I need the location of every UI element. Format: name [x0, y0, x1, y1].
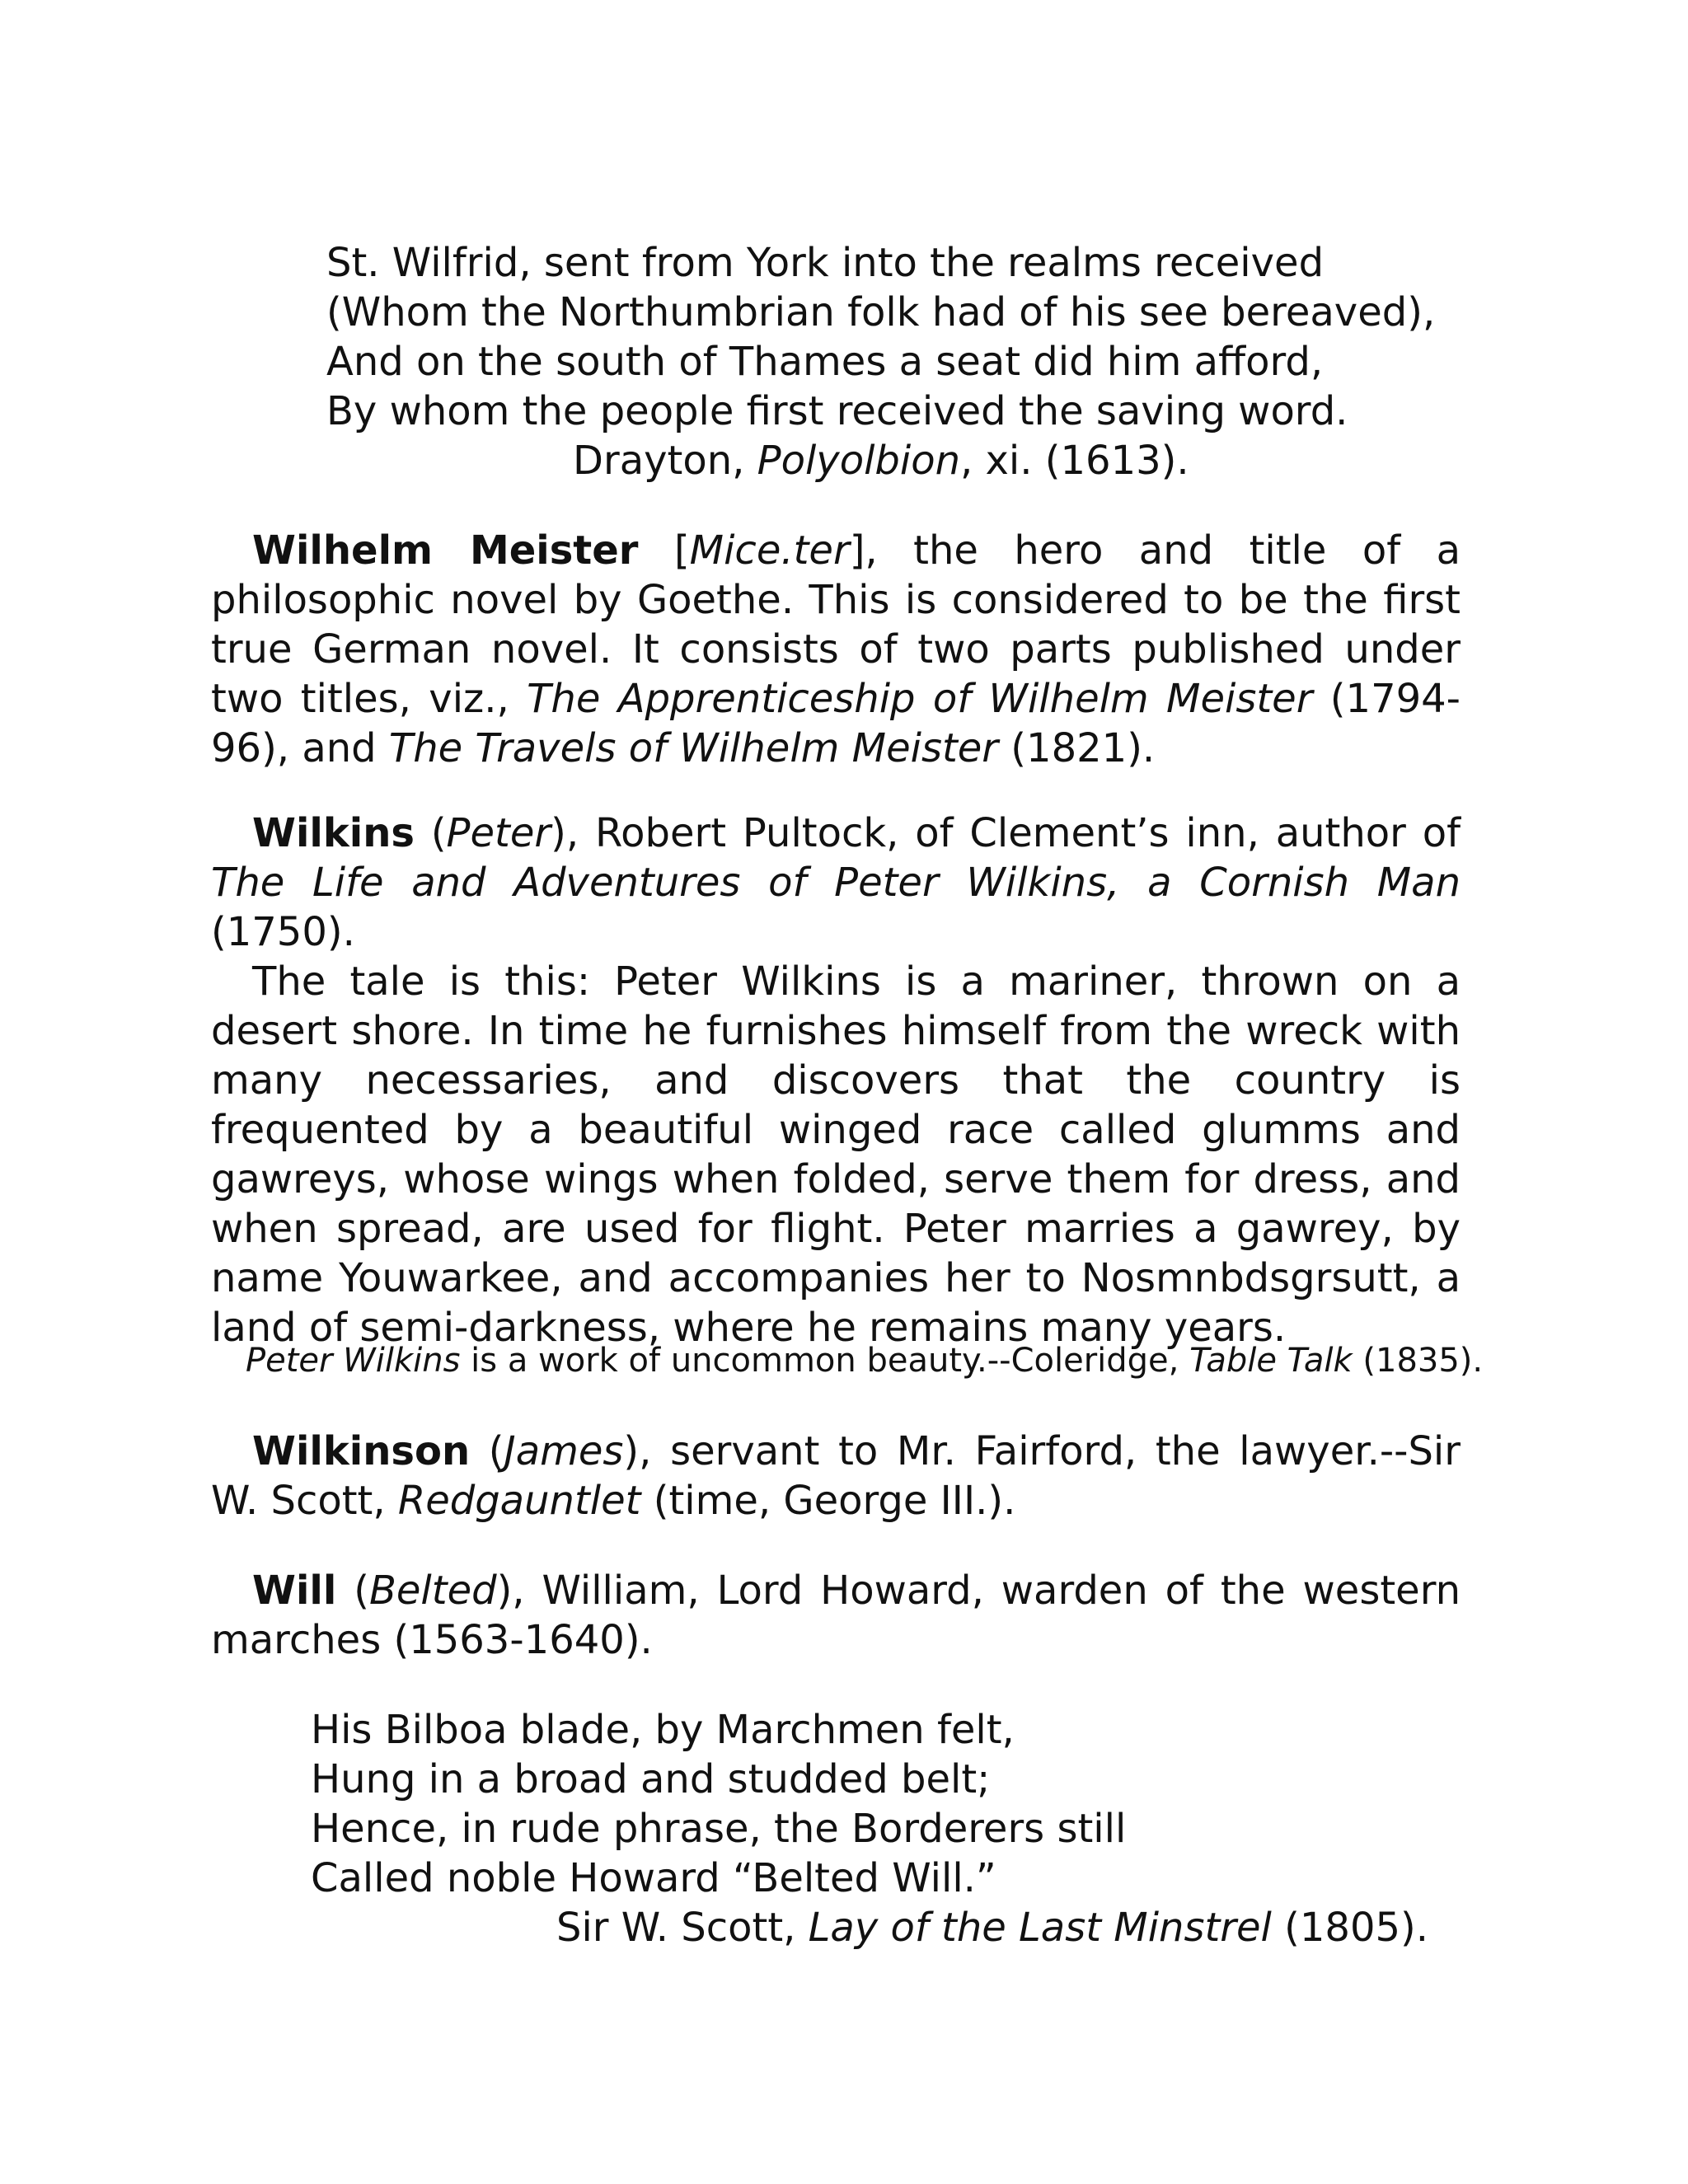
- verse-line: Called noble Howard “Belted Will.”: [311, 1855, 996, 1901]
- entry-wilkins: [211, 808, 1461, 1352]
- entry-text: (: [470, 1428, 504, 1474]
- quote-text: is a work of uncommon beauty.--Coleridge,: [460, 1342, 1190, 1380]
- verse-wilfrid: [326, 238, 1435, 436]
- work-title: The Apprenticeship of Wilhelm Meister: [527, 676, 1313, 722]
- entry-text: (1794-96), and: [211, 676, 1461, 771]
- entry-will: [211, 1566, 1461, 1665]
- work-title: The Life and Adventures of Peter Wilkins, a Cornish Man: [211, 860, 1461, 906]
- entry-text: ), servant to Mr. Fairford, the lawyer.--Sir W. Scott,: [211, 1428, 1461, 1524]
- entry-name: James: [504, 1428, 624, 1474]
- entry-text: (: [336, 1568, 369, 1614]
- entry-text: (time, George III.).: [640, 1478, 1016, 1524]
- pronunciation: Mice.ter: [689, 527, 850, 574]
- verse-belted-will: [311, 1705, 1126, 1903]
- attribution-author: Drayton,: [573, 438, 757, 484]
- verse-line: By whom the people first received the saving word.: [326, 388, 1348, 434]
- quote-year: (1835).: [1352, 1342, 1484, 1380]
- work-title: The Travels of Wilhelm Meister: [388, 725, 999, 771]
- verse-line: Hung in a broad and studded belt;: [311, 1756, 991, 1802]
- verse-line: And on the south of Thames a seat did him afford,: [326, 339, 1324, 385]
- entry-wilhelm-meister: [211, 526, 1461, 773]
- entry-tale: The tale is this: Peter Wilkins is a mariner, thrown on a desert shore. In time he furnishes himself from the wreck with many necessaries, and discovers that the country is frequented by a beautiful winged race called glumms and gawreys, whose wings when folded, serve them for dress, and when spread, are used for flight. Peter marries a gawrey, by name Youwarkee, and accompanies her to Nosmnbdsgrsutt, a land of semi-darkness, where he remains many years.: [211, 958, 1461, 1351]
- work-title: Table Talk: [1189, 1342, 1353, 1380]
- entry-headword: Will: [252, 1568, 337, 1614]
- entry-text: ), William, Lord Howard, warden of the western marches (1563-1640).: [211, 1568, 1461, 1663]
- quote-subject: Peter Wilkins: [246, 1342, 461, 1380]
- entry-text: ], the hero and title of a philosophic novel by Goethe. This is considered to be the first true German novel. It consists of two parts published under two titles, viz.,: [211, 527, 1461, 722]
- verse-line: St. Wilfrid, sent from York into the realms received: [326, 240, 1325, 286]
- entry-text: (1750).: [211, 909, 355, 955]
- verse-attribution: [573, 436, 1189, 485]
- entry-text: (1821).: [998, 725, 1156, 771]
- entry-headword: Wilhelm Meister: [252, 527, 639, 574]
- verse-attribution: [556, 1903, 1428, 1952]
- verse-line: Hence, in rude phrase, the Borderers still: [311, 1806, 1127, 1852]
- attribution-work: Lay of the Last Minstrel: [808, 1905, 1272, 1951]
- attribution-rest: (1805).: [1271, 1905, 1428, 1951]
- entry-name: Peter: [446, 810, 551, 856]
- work-title: Redgauntlet: [397, 1478, 641, 1524]
- verse-line: (Whom the Northumbrian folk had of his see bereaved),: [326, 289, 1436, 335]
- attribution-rest: , xi. (1613).: [960, 438, 1189, 484]
- entry-text: (: [414, 810, 447, 856]
- entry-text: [: [638, 527, 690, 574]
- entry-headword: Wilkinson: [252, 1428, 471, 1474]
- entry-wilkinson: [211, 1427, 1461, 1526]
- entry-headword: Wilkins: [252, 810, 415, 856]
- verse-line: His Bilboa blade, by Marchmen felt,: [311, 1707, 1015, 1753]
- attribution-work: Polyolbion: [757, 438, 960, 484]
- quote-coleridge: [246, 1339, 1483, 1382]
- entry-text: ), Robert Pultock, of Clement’s inn, author of: [551, 810, 1461, 856]
- attribution-author: Sir W. Scott,: [556, 1905, 809, 1951]
- entry-name: Belted: [368, 1568, 497, 1614]
